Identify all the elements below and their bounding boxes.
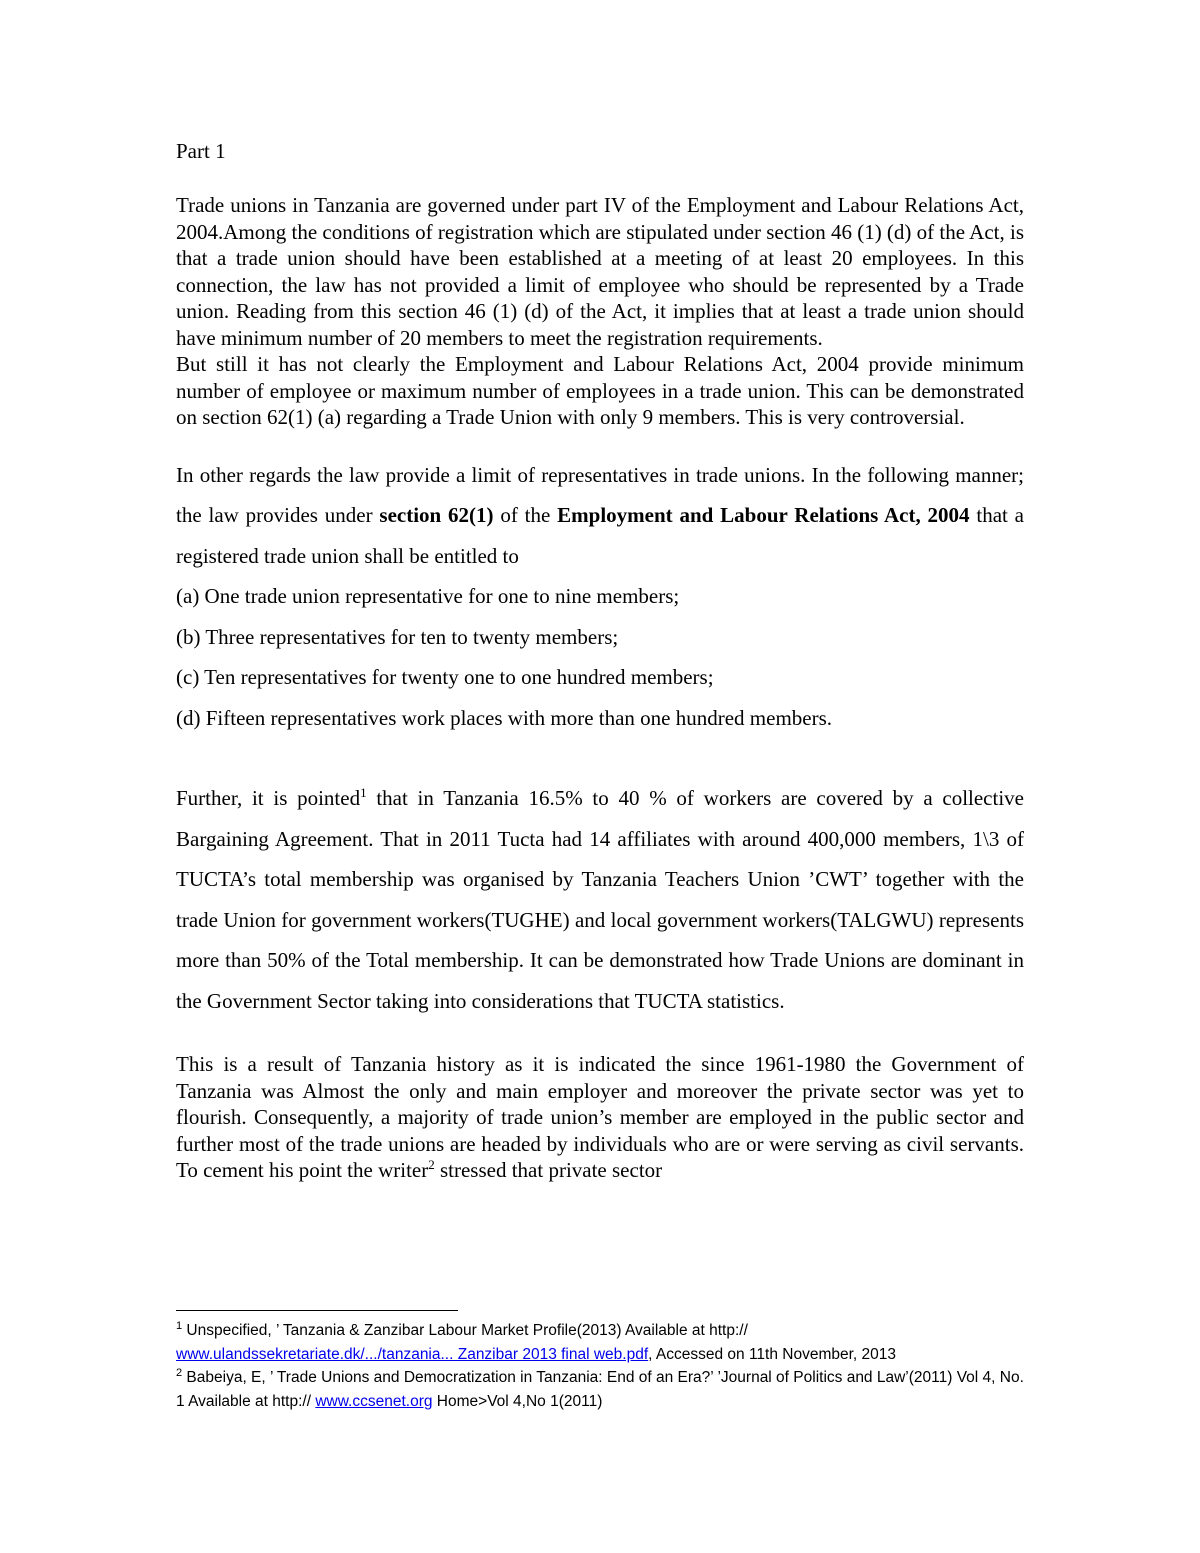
footnote-text: Babeiya, E, ’ Trade Unions and Democratization in Tanzania: End of an Era?’ ’Journal of Politics and Law’(2011) Vol 4, No. 1 Available at http:// [176, 1369, 1024, 1410]
footnotes-section [176, 1310, 1028, 1413]
list-item: (d) Fifteen representatives work places with more than one hundred members. [176, 705, 833, 730]
footnote-ref-1[interactable]: 1 [360, 785, 367, 800]
footnote-text: Unspecified, ’ Tanzania & Zanzibar Labour Market Profile(2013) Available at http:// [182, 1322, 748, 1339]
list-item: (b) Three representatives for ten to twenty members; [176, 624, 619, 649]
section-heading: Part 1 [176, 139, 226, 163]
text-run: Further, it is pointed [176, 786, 361, 810]
text-run: that a registered trade union shall be entitled to [176, 503, 1024, 568]
footnote-2 [176, 1366, 1028, 1413]
footnote-number: 1 [176, 1319, 183, 1332]
paragraph-history [176, 1051, 1024, 1184]
footnote-divider [176, 1310, 458, 1311]
entitlement-list [176, 576, 1024, 738]
footnote-link[interactable]: www.ulandssekretariate.dk/.../tanzania... Zanzibar 2013 final web.pdf [176, 1345, 649, 1363]
text-run: of the [493, 503, 558, 527]
paragraph-controversy: But still it has not clearly the Employment and Labour Relations Act, 2004 provide minimum number of employee or maximum number of employees in a trade union. This can be demonstrated on section 62(1) (a) regarding a Trade Union with only 9 members. This is very controversial. [176, 352, 1024, 429]
document-body [176, 138, 1024, 1184]
text-run: In other regards the law provide a limit of representatives in trade unions. In the following manner; the law provides under [176, 462, 1024, 527]
footnote-text: , Accessed on 11th November, 2013 [648, 1345, 897, 1363]
paragraph-registration: Trade unions in Tanzania are governed under part IV of the Employment and Labour Relations Act, 2004.Among the conditions of registration which are stipulated under section 46 (1) (d) of the Act, is that a trade union should have been established at a meeting of at least 20 employees. In this connection, the law has not provided a limit of employee who should be represented by a Trade union. Reading from this section 46 (1) (d) of the Act, it implies that at least a trade union should have minimum number of 20 members to meet the registration requirements. [176, 193, 1024, 350]
text-run: stressed that private sector [434, 1158, 663, 1182]
footnote-text: Home>Vol 4,No 1(2011) [432, 1392, 603, 1410]
list-item: (c) Ten representatives for twenty one to one hundred members; [176, 665, 714, 689]
footnote-ref-2[interactable]: 2 [428, 1157, 435, 1172]
paragraph-representatives [176, 455, 1024, 577]
footnote-number: 2 [176, 1366, 183, 1379]
footnote-1 [176, 1319, 1028, 1366]
bold-act-title: Employment and Labour Relations Act, 2004 [557, 503, 970, 527]
bold-section-reference: section 62(1) [379, 503, 494, 527]
footnote-link[interactable]: www.ccsenet.org [315, 1392, 433, 1410]
text-run: that in Tanzania 16.5% to 40 % of workers are covered by a collective Bargaining Agreement. That in 2011 Tucta had 14 affiliates with around 400,000 members, 1\3 of TUCTA’s total membership was organised by Tanzania Teachers Union ’CWT’ together with the trade Union for government workers(TUGHE) and local government workers(TALGWU) represents more than 50% of the Total membership. It can be demonstrated how Trade Unions are dominant in the Government Sector taking into considerations that TUCTA statistics. [176, 786, 1024, 1013]
list-item: (a) One trade union representative for one to nine members; [176, 584, 680, 608]
text-run: This is a result of Tanzania history as it is indicated the since 1961-1980 the Government of Tanzania was Almost the only and main employer and moreover the private sector was yet to flourish. Consequently, a majority of trade union’s member are employed in the public sector and further most of the trade unions are headed by individuals who are or were serving as civil servants. To cement his point the writer [176, 1052, 1024, 1182]
paragraph-coverage [176, 778, 1024, 1021]
